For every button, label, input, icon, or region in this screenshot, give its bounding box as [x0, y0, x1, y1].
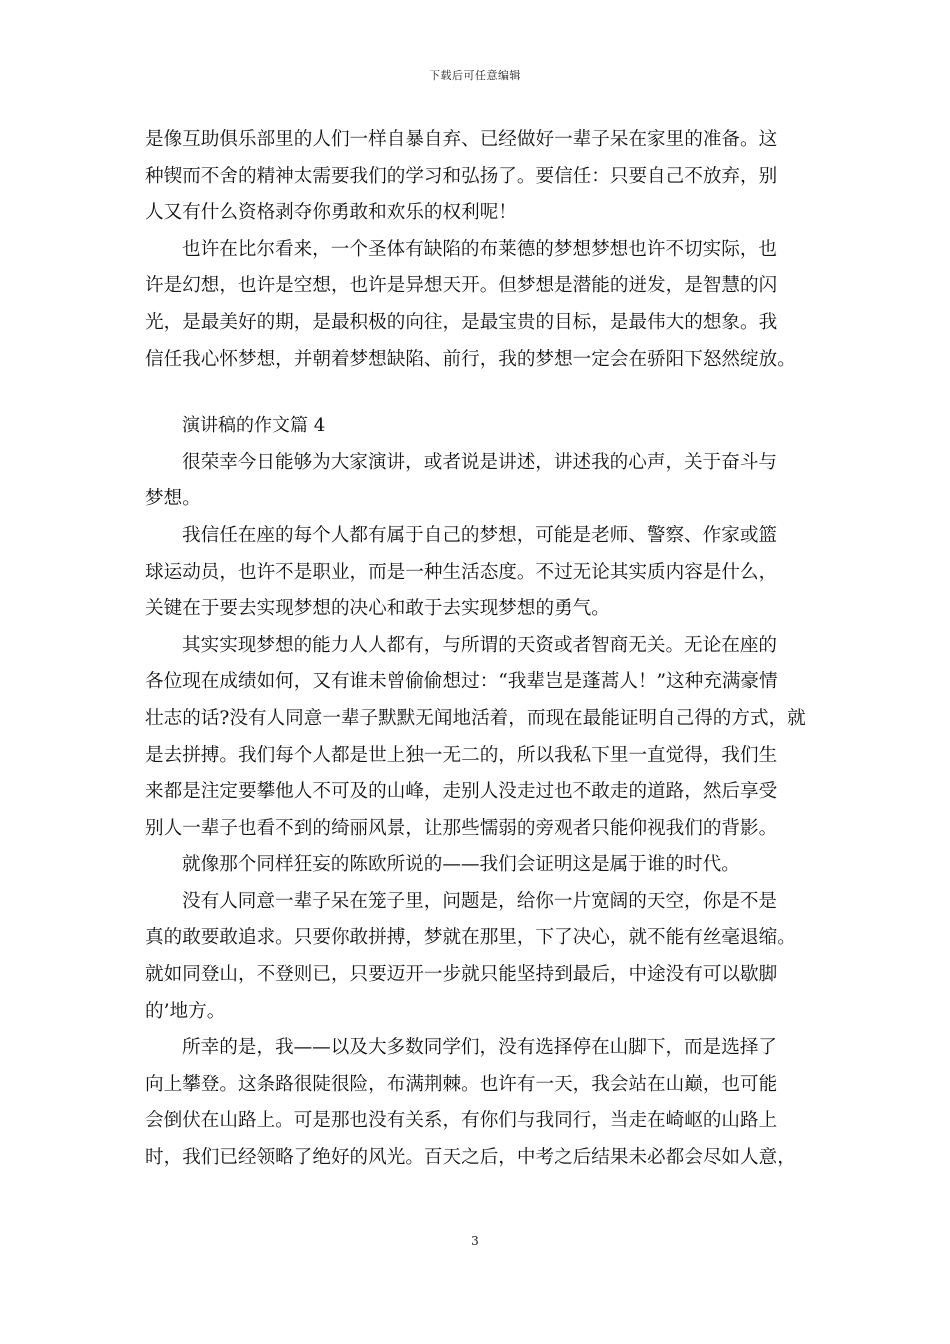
text-line: 梦想。	[145, 488, 201, 510]
text-line: 没有人同意一辈子呆在笼子里，问题是，给你一片宽阔的天空，你是不是	[182, 890, 778, 912]
text-line: 就像那个同样狂妄的陈欧所说的——我们会证明这是属于谁的时代。	[182, 854, 740, 876]
text-line: 所幸的是，我——以及大多数同学们，没有选择停在山脚下，而是选择了	[182, 1037, 778, 1059]
paragraph	[145, 847, 823, 884]
text-line: 信任我心怀梦想，并朝着梦想缺陷、前行，我的梦想一定会在骄阳下怒然绽放。	[145, 348, 796, 370]
section-title: 演讲稿的作文篇 4	[182, 415, 326, 437]
text-line: 光，是最美好的期，是最积极的向往，是最宝贵的目标，是最伟大的想象。我	[145, 311, 778, 333]
text-line: 很荣幸今日能够为大家演讲，或者说是讲述，讲述我的心声，关于奋斗与	[182, 451, 778, 473]
text-line: 时，我们已经领略了绝好的风光。百天之后，中考之后结果未必都会尽如人意，	[145, 1147, 796, 1169]
text-line: 许是幻想，也许是空想，也许是异想天开。但梦想是潜能的迸发，是智慧的闪	[145, 275, 778, 297]
page-header: 下载后可任意编辑	[429, 69, 521, 82]
text-line: 别人一辈子也看不到的绮丽风景，让那些懦弱的旁观者只能仰视我们的背影。	[145, 817, 778, 839]
text-line: 向上攀登。这条路很陡很险，布满荆棘。也许有一天，我会站在山巅，也可能	[145, 1073, 778, 1095]
paragraph	[145, 628, 823, 848]
paragraph	[145, 518, 823, 628]
document-body	[145, 122, 823, 1177]
text-line: 壮志的话?没有人同意一辈子默默无闻地活着，而现在最能证明自己得的方式，就	[145, 707, 806, 729]
paragraph	[145, 1030, 823, 1176]
text-line: 来都是注定要攀他人不可及的山峰，走别人没走过也不敢走的道路，然后享受	[145, 781, 778, 803]
paragraph	[145, 445, 823, 518]
section-gap	[145, 378, 823, 408]
paragraph	[145, 232, 823, 378]
text-line: 球运动员，也许不是职业，而是一种生活态度。不过无论其实质内容是什么，	[145, 561, 778, 583]
text-line: 会倒伏在山路上。可是那也没有关系，有你们与我同行，当走在崎岖的山路上	[145, 1110, 778, 1132]
text-line: 是像互助俱乐部里的人们一样自暴自弃、已经做好一辈子呆在家里的准备。这	[145, 129, 778, 150]
text-line: 其实实现梦想的能力人人都有，与所谓的天资或者智商无关。无论在座的	[182, 634, 778, 656]
paragraph	[145, 884, 823, 1030]
text-line: 的’地方。	[145, 1000, 226, 1022]
page-number: 3	[471, 1234, 479, 1248]
text-line: 种锲而不舍的精神太需要我们的学习和弘扬了。要信任：只要自己不放弃，别	[145, 165, 778, 187]
text-line: 关键在于要去实现梦想的决心和敢于去实现梦想的勇气。	[145, 598, 610, 620]
text-line: 也许在比尔看来，一个圣体有缺陷的布莱德的梦想梦想也许不切实际，也	[182, 238, 778, 260]
text-line: 是去拼搏。我们每个人都是世上独一无二的，所以我私下里一直觉得，我们生	[145, 744, 778, 766]
text-line: 真的敢要敢追求。只要你敢拼搏，梦就在那里，下了决心，就不能有丝毫退缩。	[145, 927, 796, 949]
text-line: 我信任在座的每个人都有属于自己的梦想，可能是老师、警察、作家或篮	[182, 524, 778, 546]
paragraph-continued	[145, 122, 823, 232]
text-line: 人又有什么资格剥夺你勇敢和欢乐的权利呢！	[145, 202, 517, 224]
text-line: 各位现在成绩如何，又有谁未曾偷偷想过：“我辈岂是蓬蒿人！”这种充满豪情	[145, 671, 778, 693]
text-line: 就如同登山，不登则已，只要迈开一步就只能坚持到最后，中途没有可以歇脚	[145, 964, 778, 986]
